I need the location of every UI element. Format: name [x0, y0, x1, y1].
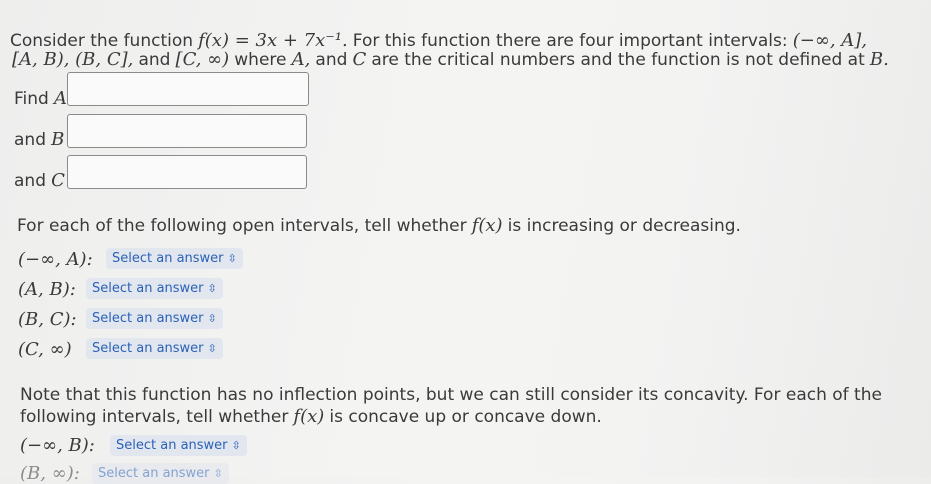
answer-C-input[interactable] — [67, 155, 307, 189]
increasing-question — [17, 215, 741, 236]
chevron-updown-icon: ⇳ — [213, 467, 223, 480]
select-label: Select an answer — [92, 311, 204, 326]
select-answer-concavity-2[interactable] — [92, 463, 229, 484]
intro-and: and — [138, 50, 171, 70]
question-text: For each of the following open intervals, tell whether — [17, 216, 467, 236]
concavity-text: following intervals, tell whether — [20, 407, 289, 427]
intro-where: where — [234, 50, 287, 70]
select-answer-interval-4[interactable] — [86, 338, 223, 359]
interval-4: [C, ∞) — [175, 49, 230, 70]
chevron-updown-icon: ⇳ — [207, 312, 217, 325]
select-answer-concavity-1[interactable] — [110, 435, 247, 456]
var-C-label: C — [51, 170, 65, 191]
chevron-updown-icon: ⇳ — [231, 439, 241, 452]
intro-line-1 — [10, 30, 867, 51]
concavity-text-end: is concave up or concave down. — [329, 407, 602, 427]
chevron-updown-icon: ⇳ — [207, 342, 217, 355]
question-text-end: is increasing or decreasing. — [507, 216, 741, 236]
intro-and-2: and — [315, 50, 348, 70]
var-B: B. — [869, 49, 889, 70]
select-label: Select an answer — [116, 438, 228, 453]
intro-line-2 — [12, 49, 889, 70]
interval-1: (−∞, A], — [792, 30, 868, 51]
function-formula: f(x) = 3x + 7x⁻¹. — [198, 30, 348, 51]
select-answer-interval-1[interactable] — [106, 248, 243, 269]
interval-row-4: (C, ∞) — [18, 339, 72, 360]
intro-text: Consider the function — [10, 31, 194, 51]
interval-row-2: (A, B): — [18, 279, 76, 300]
answer-B-input[interactable] — [67, 114, 307, 148]
find-C-label — [14, 170, 65, 191]
find-A-label — [14, 88, 67, 109]
interval-row-1: (−∞, A): — [18, 249, 93, 270]
select-answer-interval-3[interactable] — [86, 308, 223, 329]
find-B-label — [14, 129, 64, 150]
var-A-label: A — [53, 88, 67, 109]
var-B-label: B — [51, 129, 65, 150]
var-A: A, — [291, 49, 311, 70]
and-label: and — [14, 130, 46, 150]
select-label: Select an answer — [92, 341, 204, 356]
select-label: Select an answer — [98, 466, 210, 481]
chevron-updown-icon: ⇳ — [207, 282, 217, 295]
select-label: Select an answer — [112, 251, 224, 266]
intro-text-rest: For this function there are four important intervals: — [352, 31, 788, 51]
answer-A-input[interactable] — [67, 72, 309, 106]
chevron-updown-icon: ⇳ — [227, 252, 237, 265]
interval-row-3: (B, C): — [18, 309, 77, 330]
select-label: Select an answer — [92, 281, 204, 296]
intervals-2-3: [A, B), (B, C], — [12, 49, 134, 70]
concavity-row-1: (−∞, B): — [20, 435, 95, 456]
var-C: C — [352, 49, 367, 70]
question-function: f(x) — [471, 215, 503, 236]
concavity-row-2: (B, ∞): — [20, 463, 80, 484]
select-answer-interval-2[interactable] — [86, 278, 223, 299]
concavity-note-line-1: Note that this function has no inflection points, but we can still consider its concavity. For each of the — [20, 385, 882, 405]
intro-rest: are the critical numbers and the function is not defined at — [371, 50, 865, 70]
concavity-function: f(x) — [293, 406, 325, 427]
concavity-note-line-2 — [20, 406, 602, 427]
find-label: Find — [14, 89, 49, 109]
and-label-2: and — [14, 171, 46, 191]
